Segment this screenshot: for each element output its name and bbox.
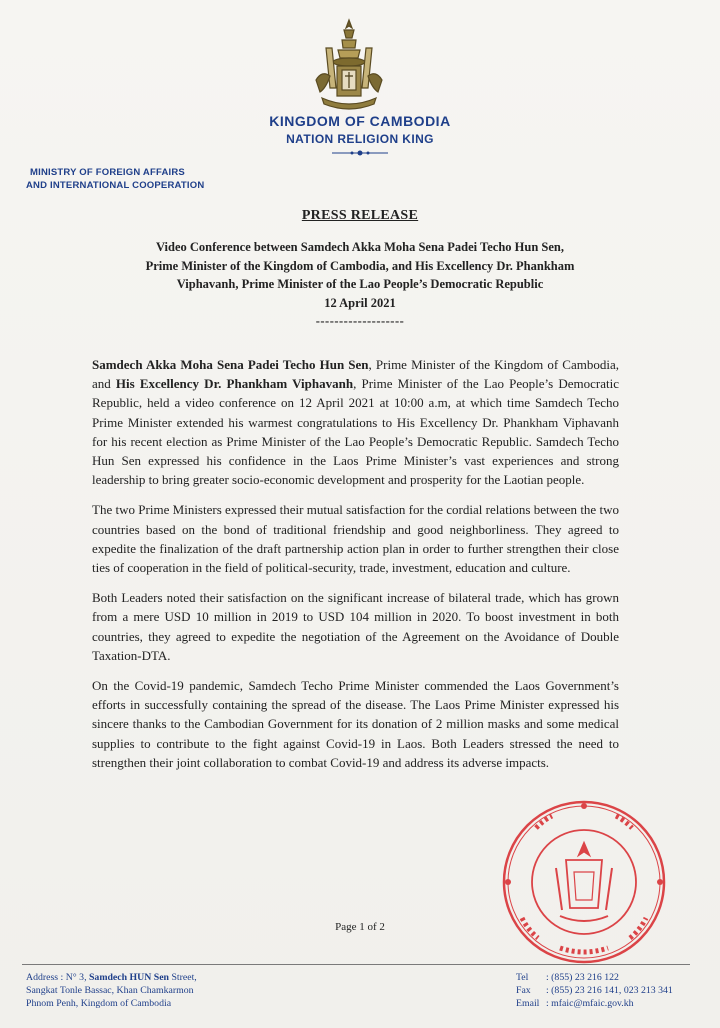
address-line-1 <box>26 971 197 984</box>
kingdom-heading: KINGDOM OF CAMBODIA <box>269 113 451 129</box>
page-number: Page 1 of 2 <box>335 921 385 933</box>
address-suffix: Street, <box>169 972 197 983</box>
release-date: 12 April 2021 <box>324 295 396 310</box>
official-seal-stamp <box>500 798 668 966</box>
p1-bold-name-2: His Excellency Dr. Phankham Viphavanh <box>115 376 354 392</box>
paragraph-4: On the Covid-19 pandemic, Samdech Techo Prime Minister commended the Laos Government’s efforts in successfully containing the spread of the disease. The Laos Prime Minister expressed his sincere thanks to the Cambodian Government for its donation of 2 million masks and some medical supplies to contribute to the fight against Covid-19 in Laos. Both Leaders stressed the need to strengthen their joint collaboration to combat Covid-19 and address its adverse impacts. <box>92 678 619 770</box>
release-subtitle <box>90 238 630 331</box>
p1-bold-name-1: Samdech Akka Moha Sena Padei Techo Hun Sen <box>92 357 369 372</box>
paragraph-3: Both Leaders noted their satisfaction on the significant increase of bilateral trade, which has grown from a mere USD 10 million in 2019 to USD 104 million in 2020. To boost investment in both countries, they agreed to expedite the negotiation of the Agreement on the Avoidance of Double Taxation-DTA. <box>92 590 619 663</box>
fax-row <box>516 984 673 997</box>
release-body <box>92 355 619 783</box>
subtitle-line-1: Video Conference between Samdech Akka Moha Sena Padei Techo Hun Sen, <box>155 240 564 254</box>
address-street-name: Samdech HUN Sen <box>88 972 169 983</box>
separator-dashes: ------------------- <box>315 314 405 328</box>
national-motto: NATION RELIGION KING <box>286 132 434 146</box>
address-line-3: Phnom Penh, Kingdom of Cambodia <box>26 998 172 1010</box>
email-label: Email <box>516 998 540 1010</box>
fax-value: : (855) 23 216 141, 023 213 341 <box>546 985 673 997</box>
footer-address <box>26 971 197 1011</box>
paragraph-2: The two Prime Ministers expressed their mutual satisfaction for the cordial relations between the two countries based on the bond of traditional friendship and good neighborliness. They agreed to expedite the finalization of the draft partnership action plan in order to further strengthen their close ties of cooperation in the field of political-security, trade, investment, education and culture. <box>92 502 619 576</box>
ministry-name <box>26 166 204 192</box>
footer-divider <box>22 964 690 965</box>
subtitle-line-3: Viphavanh, Prime Minister of the Lao People’s Democratic Republic <box>176 277 544 291</box>
subtitle-line-2: Prime Minister of the Kingdom of Cambodia, and His Excellency Dr. Phankham <box>145 258 575 273</box>
address-line-2: Sangkat Tonle Bassac, Khan Chamkarmon <box>26 985 194 997</box>
email-value: : mfaic@mfaic.gov.kh <box>546 998 634 1010</box>
tel-row <box>516 971 673 984</box>
footer-contact <box>516 971 673 1011</box>
ornament-icon <box>330 149 390 157</box>
royal-emblem-icon <box>308 18 390 114</box>
email-row <box>516 997 673 1010</box>
p1-text-2: , Prime Minister of the Lao People’s Democratic Republic, held a video conference on 12 April 2021 at 10:00 a.m, at which time Samdech Techo Prime Minister extended his warmest congratulations to His Excellency Dr. Phankham Viphavanh for his recent election as Prime Minister of the Lao People’s Democratic Republic. Samdech Techo Hun Sen expressed his confidence in the Laos Prime Minister’s vast experiences and strong leadership to bring greater socio-economic development and prosperity for the Laotian people. <box>92 376 619 488</box>
tel-value: : (855) 23 216 122 <box>546 972 619 983</box>
p1-text-1: , Prime Minister of the Kingdom of Cambodia, and <box>92 357 619 392</box>
paragraph-1 <box>92 355 619 489</box>
press-release-title: PRESS RELEASE <box>301 208 419 223</box>
tel-label: Tel <box>516 972 529 983</box>
ministry-line-1: MINISTRY OF FOREIGN AFFAIRS <box>30 167 185 178</box>
address-prefix: Address : N° 3, <box>26 972 89 983</box>
fax-label: Fax <box>516 985 531 997</box>
ministry-line-2: AND INTERNATIONAL COOPERATION <box>26 180 205 191</box>
